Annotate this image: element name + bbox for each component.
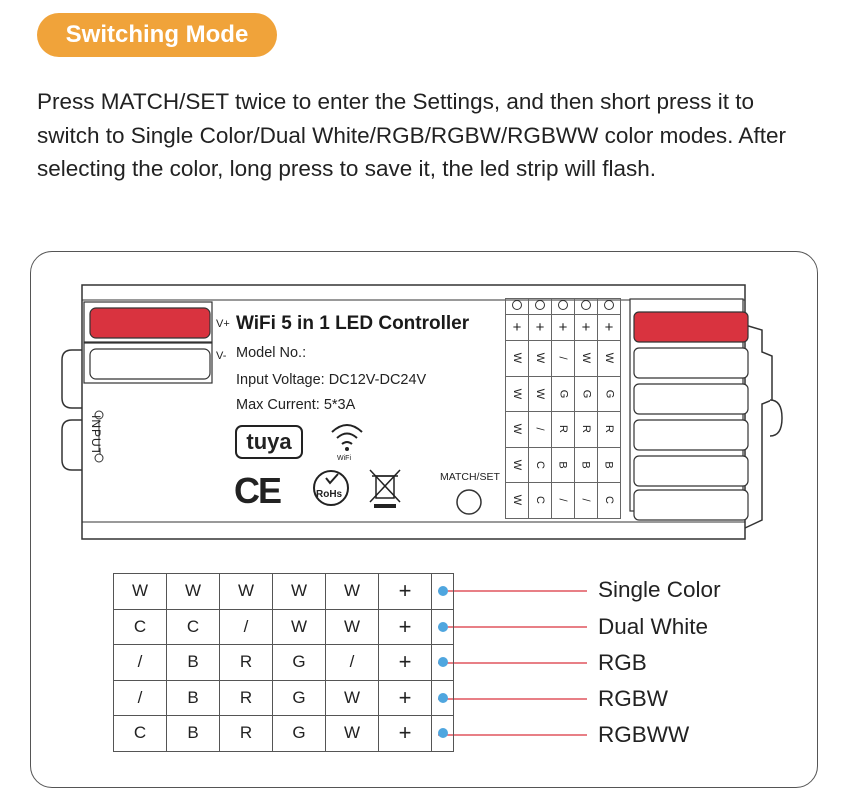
mode-cell: W: [326, 609, 379, 645]
terminal-cell: C: [529, 447, 552, 483]
terminal-cell: R: [598, 412, 621, 448]
model-label: Model No.:: [236, 345, 307, 361]
mode-label-dual-white: Dual White: [598, 614, 709, 639]
terminal-cell: R: [552, 412, 575, 448]
terminal-hole: [598, 299, 621, 315]
terminal-plus: +: [575, 315, 598, 341]
terminal-cell: G: [552, 376, 575, 412]
mode-cell: C: [167, 609, 220, 645]
mode-cell: +: [379, 680, 432, 716]
terminal-plus: +: [506, 315, 529, 341]
terminal-hole: [506, 299, 529, 315]
vminus-label: V-: [216, 350, 227, 362]
mode-cell: +: [379, 645, 432, 681]
terminal-cell: W: [506, 376, 529, 412]
table-row: [114, 716, 454, 752]
terminal-cell: /: [575, 483, 598, 519]
terminal-cell: /: [552, 483, 575, 519]
table-row: [114, 680, 454, 716]
mode-cell: R: [220, 645, 273, 681]
mode-cell: W: [326, 716, 379, 752]
match-set-label: MATCH/SET: [440, 471, 500, 483]
section-badge: Switching Mode: [37, 13, 277, 57]
mode-cell: /: [326, 645, 379, 681]
mode-cell: W: [326, 574, 379, 610]
terminal-cell: W: [529, 341, 552, 377]
mode-cell: C: [114, 716, 167, 752]
terminal-plus: +: [529, 315, 552, 341]
terminal-cell: R: [575, 412, 598, 448]
mode-dot: [432, 680, 454, 716]
terminal-plus: +: [598, 315, 621, 341]
terminal-hole: [552, 299, 575, 315]
intro-text: Press MATCH/SET twice to enter the Settings, and then short press it to switch to Single Color/Dual White/RGB/RGBW/RGBWW color modes. After selecting the color, long press to save it, the led strip will flash.: [37, 89, 786, 181]
mode-label-rgbw: RGBW: [598, 686, 668, 711]
terminal-cell: B: [575, 447, 598, 483]
mode-cell: W: [220, 574, 273, 610]
tuya-logo: tuya: [235, 425, 303, 459]
terminal-hole: [529, 299, 552, 315]
mode-cell: W: [326, 680, 379, 716]
terminal-cell: W: [598, 341, 621, 377]
mode-cell: W: [273, 574, 326, 610]
current-label: Max Current: 5*3A: [236, 397, 356, 413]
mode-dot: [432, 609, 454, 645]
mode-cell: B: [167, 716, 220, 752]
input-label: INPUT: [89, 415, 103, 456]
terminal-cell: W: [506, 483, 529, 519]
mode-cell: W: [167, 574, 220, 610]
mode-dot: [432, 645, 454, 681]
terminal-cell: W: [529, 376, 552, 412]
mode-cell: R: [220, 680, 273, 716]
terminal-plus: +: [552, 315, 575, 341]
vplus-label: V+: [216, 318, 230, 330]
table-row: [114, 609, 454, 645]
mode-cell: B: [167, 680, 220, 716]
rohs-icon: RoHs: [316, 489, 343, 500]
terminal-cell: B: [598, 447, 621, 483]
terminal-cell: /: [552, 341, 575, 377]
mode-cell: C: [114, 609, 167, 645]
mode-cell: /: [114, 645, 167, 681]
ce-mark: CE: [234, 470, 281, 511]
terminal-hole: [575, 299, 598, 315]
table-row: [114, 645, 454, 681]
mode-label-single-color: Single Color: [598, 577, 721, 602]
mode-dot: [432, 716, 454, 752]
mode-label-rgb: RGB: [598, 650, 647, 675]
terminal-cell: W: [506, 341, 529, 377]
mode-cell: /: [114, 680, 167, 716]
terminal-cell: B: [552, 447, 575, 483]
voltage-label: Input Voltage: DC12V-DC24V: [236, 372, 427, 388]
terminal-cell: G: [598, 376, 621, 412]
mode-dot: [432, 574, 454, 610]
mode-table: [113, 573, 454, 752]
mode-cell: W: [114, 574, 167, 610]
mode-cell: R: [220, 716, 273, 752]
mode-cell: +: [379, 609, 432, 645]
mode-cell: +: [379, 716, 432, 752]
mode-cell: W: [273, 609, 326, 645]
device-title: WiFi 5 in 1 LED Controller: [236, 313, 470, 334]
wifi-icon: WiFi: [337, 455, 351, 462]
mode-cell: +: [379, 574, 432, 610]
terminal-cell: /: [529, 412, 552, 448]
terminal-cell: G: [575, 376, 598, 412]
mode-label-rgbww: RGBWW: [598, 722, 690, 747]
table-row: [114, 574, 454, 610]
terminal-grid: [505, 298, 621, 519]
terminal-cell: C: [529, 483, 552, 519]
terminal-cell: W: [506, 447, 529, 483]
mode-cell: G: [273, 680, 326, 716]
terminal-cell: W: [575, 341, 598, 377]
terminal-cell: W: [506, 412, 529, 448]
mode-cell: G: [273, 716, 326, 752]
terminal-cell: C: [598, 483, 621, 519]
mode-cell: G: [273, 645, 326, 681]
mode-cell: B: [167, 645, 220, 681]
mode-cell: /: [220, 609, 273, 645]
